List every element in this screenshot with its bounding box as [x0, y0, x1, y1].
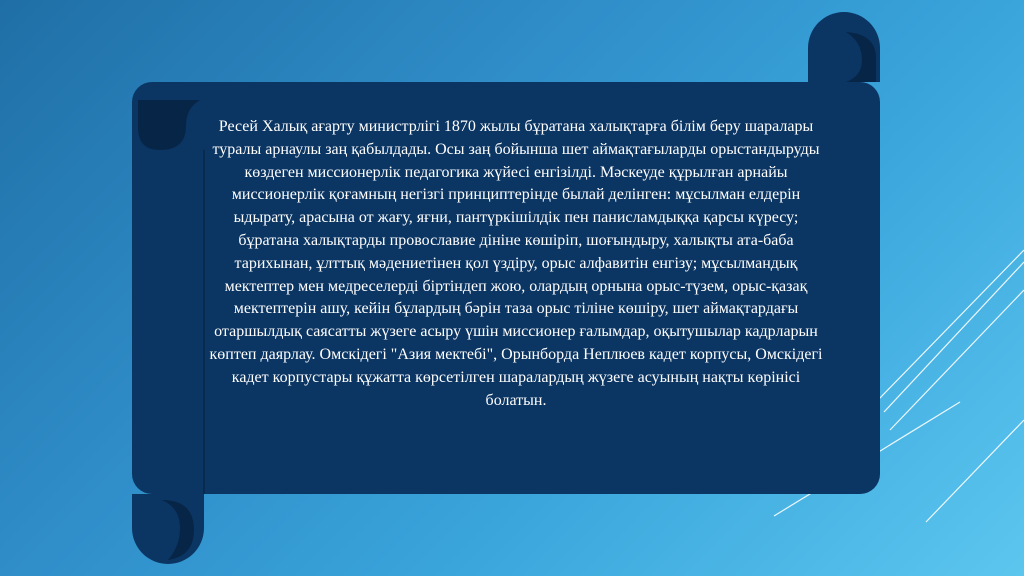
scroll-text: Ресей Халық ағарту министрлігі 1870 жылы бұратана халықтарға білім беру шаралары туралы арнаулы заң қабылдады. Осы заң бойынша шет аймақтағыларды орыстандыруды көздеген миссионерлік педагогика жүйесі енгізілді. Мәскеуде құрылған арнайы миссионерлік қоғамның негізгі принциптерінде былай делінген: мұсылман елдерін ыдырату, арасына от жағу, яғни, пантүркішілдік пен панисламдыққа қарсы күресу; бұратана халықтарды провославие дініне көшіріп, шоғындыру, халықты ата-баба тарихынан, ұлттық мәдениетінен қол үздіру, орыс алфавитін енгізу; мұсылмандық мектептер мен медреселерді біртіндеп жою, олардың орнына орыс-түзем, орыс-қазақ мектептерін ашу, кейін бұлардың бәрін таза орыс тіліне көшіру, шет аймақтардағы отаршылдық саясатты жүзеге асыру үшін миссионер ғалымдар, оқытушылар кадрларын көптеп даярлау. Омскідегі "Азия мектебі", Орынборда Неплюев кадет корпусы, Омскідегі кадет корпустары құжатта көрсетілген шаралардың жүзеге асуының нақты көрінісі болатын. [209, 118, 823, 409]
